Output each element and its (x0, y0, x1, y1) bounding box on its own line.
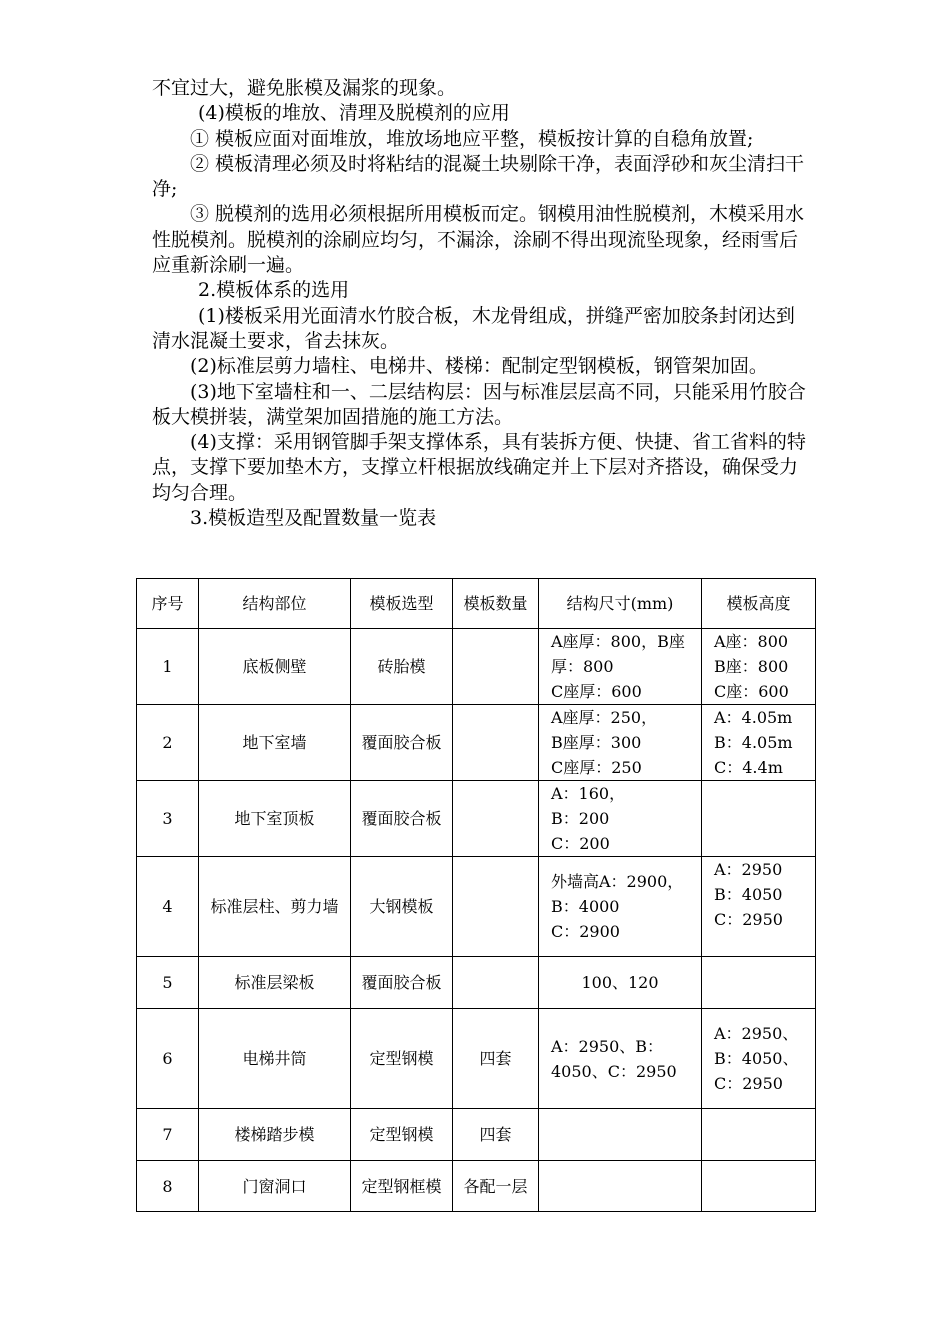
table-cell: 覆面胶合板 (351, 957, 453, 1009)
table-row (137, 1009, 816, 1109)
table-cell: 100、120 (539, 957, 702, 1009)
paragraph-heading-4: (4)模板的堆放、清理及脱模剂的应用 (198, 102, 510, 125)
table-cell: 定型钢模 (351, 1109, 453, 1161)
paragraph-system-2: (2)标准层剪力墙柱、电梯井、楼梯：配制定型钢模板，钢管架加固。 (190, 355, 768, 378)
table-row (137, 1109, 816, 1161)
table-cell: 底板侧壁 (199, 629, 351, 705)
paragraph-system-4: (4)支撑：采用钢管脚手架支撑体系，具有装拆方便、快捷、省工省料的特点，支撑下要加垫木方，支撑立杆根据放线确定并上下层对齐搭设，确保受力均匀合理。 (152, 431, 806, 504)
table-cell (453, 957, 539, 1009)
table-cell: 定型钢框模 (351, 1161, 453, 1212)
table-cell: 砖胎模 (351, 629, 453, 705)
table-cell: 2 (137, 705, 199, 781)
table-cell: A：2950、B：4050、C：2950 (702, 1009, 816, 1109)
table-cell: 四套 (453, 1009, 539, 1109)
table-cell: A：160， B：200 C：200 (539, 781, 702, 857)
table-cell (539, 1161, 702, 1212)
table-cell: 楼梯踏步模 (199, 1109, 351, 1161)
table-cell: 外墙高A：2900， B：4000 C：2900 (539, 857, 702, 957)
table-cell (453, 781, 539, 857)
table-cell: 3 (137, 781, 199, 857)
paragraph-continuation: 不宜过大，避免胀模及漏浆的现象。 (152, 77, 457, 99)
paragraph-item-3: ③ 脱模剂的选用必须根据所用模板而定。钢模用油性脱模剂，木模采用水性脱模剂。脱模剂的涂刷应均匀，不漏涂，涂刷不得出现流坠现象，经雨雪后应重新涂刷一遍。 (152, 203, 805, 277)
table-cell (453, 629, 539, 705)
table-row (137, 857, 816, 957)
body-text (152, 76, 812, 531)
table-row (137, 629, 816, 705)
header-cell: 结构尺寸(mm) (539, 579, 702, 629)
paragraph-item-2: ② 模板清理必须及时将粘结的混凝土块剔除干净，表面浮砂和灰尘清扫干净; (152, 152, 805, 201)
table-row (137, 1161, 816, 1212)
table-cell: 覆面胶合板 (351, 705, 453, 781)
table-cell: 4 (137, 857, 199, 957)
table-cell: 地下室墙 (199, 705, 351, 781)
header-cell: 结构部位 (199, 579, 351, 629)
table-cell: 5 (137, 957, 199, 1009)
table-row (137, 781, 816, 857)
table-cell: 8 (137, 1161, 199, 1212)
table-cell (702, 1161, 816, 1212)
paragraph-system-1: (1)楼板采用光面清水竹胶合板，木龙骨组成，拼缝严密加胶条封闭达到清水混凝土要求，省去抹灰。 (152, 304, 795, 352)
table-cell (453, 705, 539, 781)
table-cell (539, 1109, 702, 1161)
table-cell: 大钢模板 (351, 857, 453, 957)
paragraph-item-1: ① 模板应面对面堆放，堆放场地应平整，模板按计算的自稳角放置; (190, 127, 754, 150)
table-cell: 地下室顶板 (199, 781, 351, 857)
table-cell: 电梯井筒 (199, 1009, 351, 1109)
table-cell: 6 (137, 1009, 199, 1109)
table-cell: 7 (137, 1109, 199, 1161)
section-heading-2: 2.模板体系的选用 (198, 279, 350, 302)
header-cell: 模板数量 (453, 579, 539, 629)
table-cell (702, 1109, 816, 1161)
table-cell (702, 957, 816, 1009)
header-cell: 模板选型 (351, 579, 453, 629)
table-row (137, 957, 816, 1009)
table-cell: A座厚：800，B座厚：800 C座厚：600 (539, 629, 702, 705)
table-cell: 标准层梁板 (199, 957, 351, 1009)
section-heading-3: 3.模板造型及配置数量一览表 (190, 507, 437, 530)
table-cell: A：2950、B：4050、C：2950 (539, 1009, 702, 1109)
table-cell: A座厚：250， B座厚：300 C座厚：250 (539, 705, 702, 781)
table-cell: 各配一层 (453, 1161, 539, 1212)
table-cell: 定型钢模 (351, 1009, 453, 1109)
table-cell: 四套 (453, 1109, 539, 1161)
table-row (137, 705, 816, 781)
table-cell: 标准层柱、剪力墙 (199, 857, 351, 957)
table-cell: 1 (137, 629, 199, 705)
table-cell: A：2950 B：4050 C：2950 (702, 857, 816, 957)
table-cell: A：4.05m B：4.05m C：4.4m (702, 705, 816, 781)
table-cell (453, 857, 539, 957)
table-header-row (137, 579, 816, 629)
paragraph-system-3: (3)地下室墙柱和一、二层结构层：因与标准层层高不同，只能采用竹胶合板大模拼装，满堂架加固措施的施工方法。 (152, 380, 806, 428)
formwork-table (136, 578, 816, 1212)
table-cell: 门窗洞口 (199, 1161, 351, 1212)
header-cell: 序号 (137, 579, 199, 629)
table-cell (702, 781, 816, 857)
table-cell: A座：800 B座：800 C座：600 (702, 629, 816, 705)
table-cell: 覆面胶合板 (351, 781, 453, 857)
header-cell: 模板高度 (702, 579, 816, 629)
